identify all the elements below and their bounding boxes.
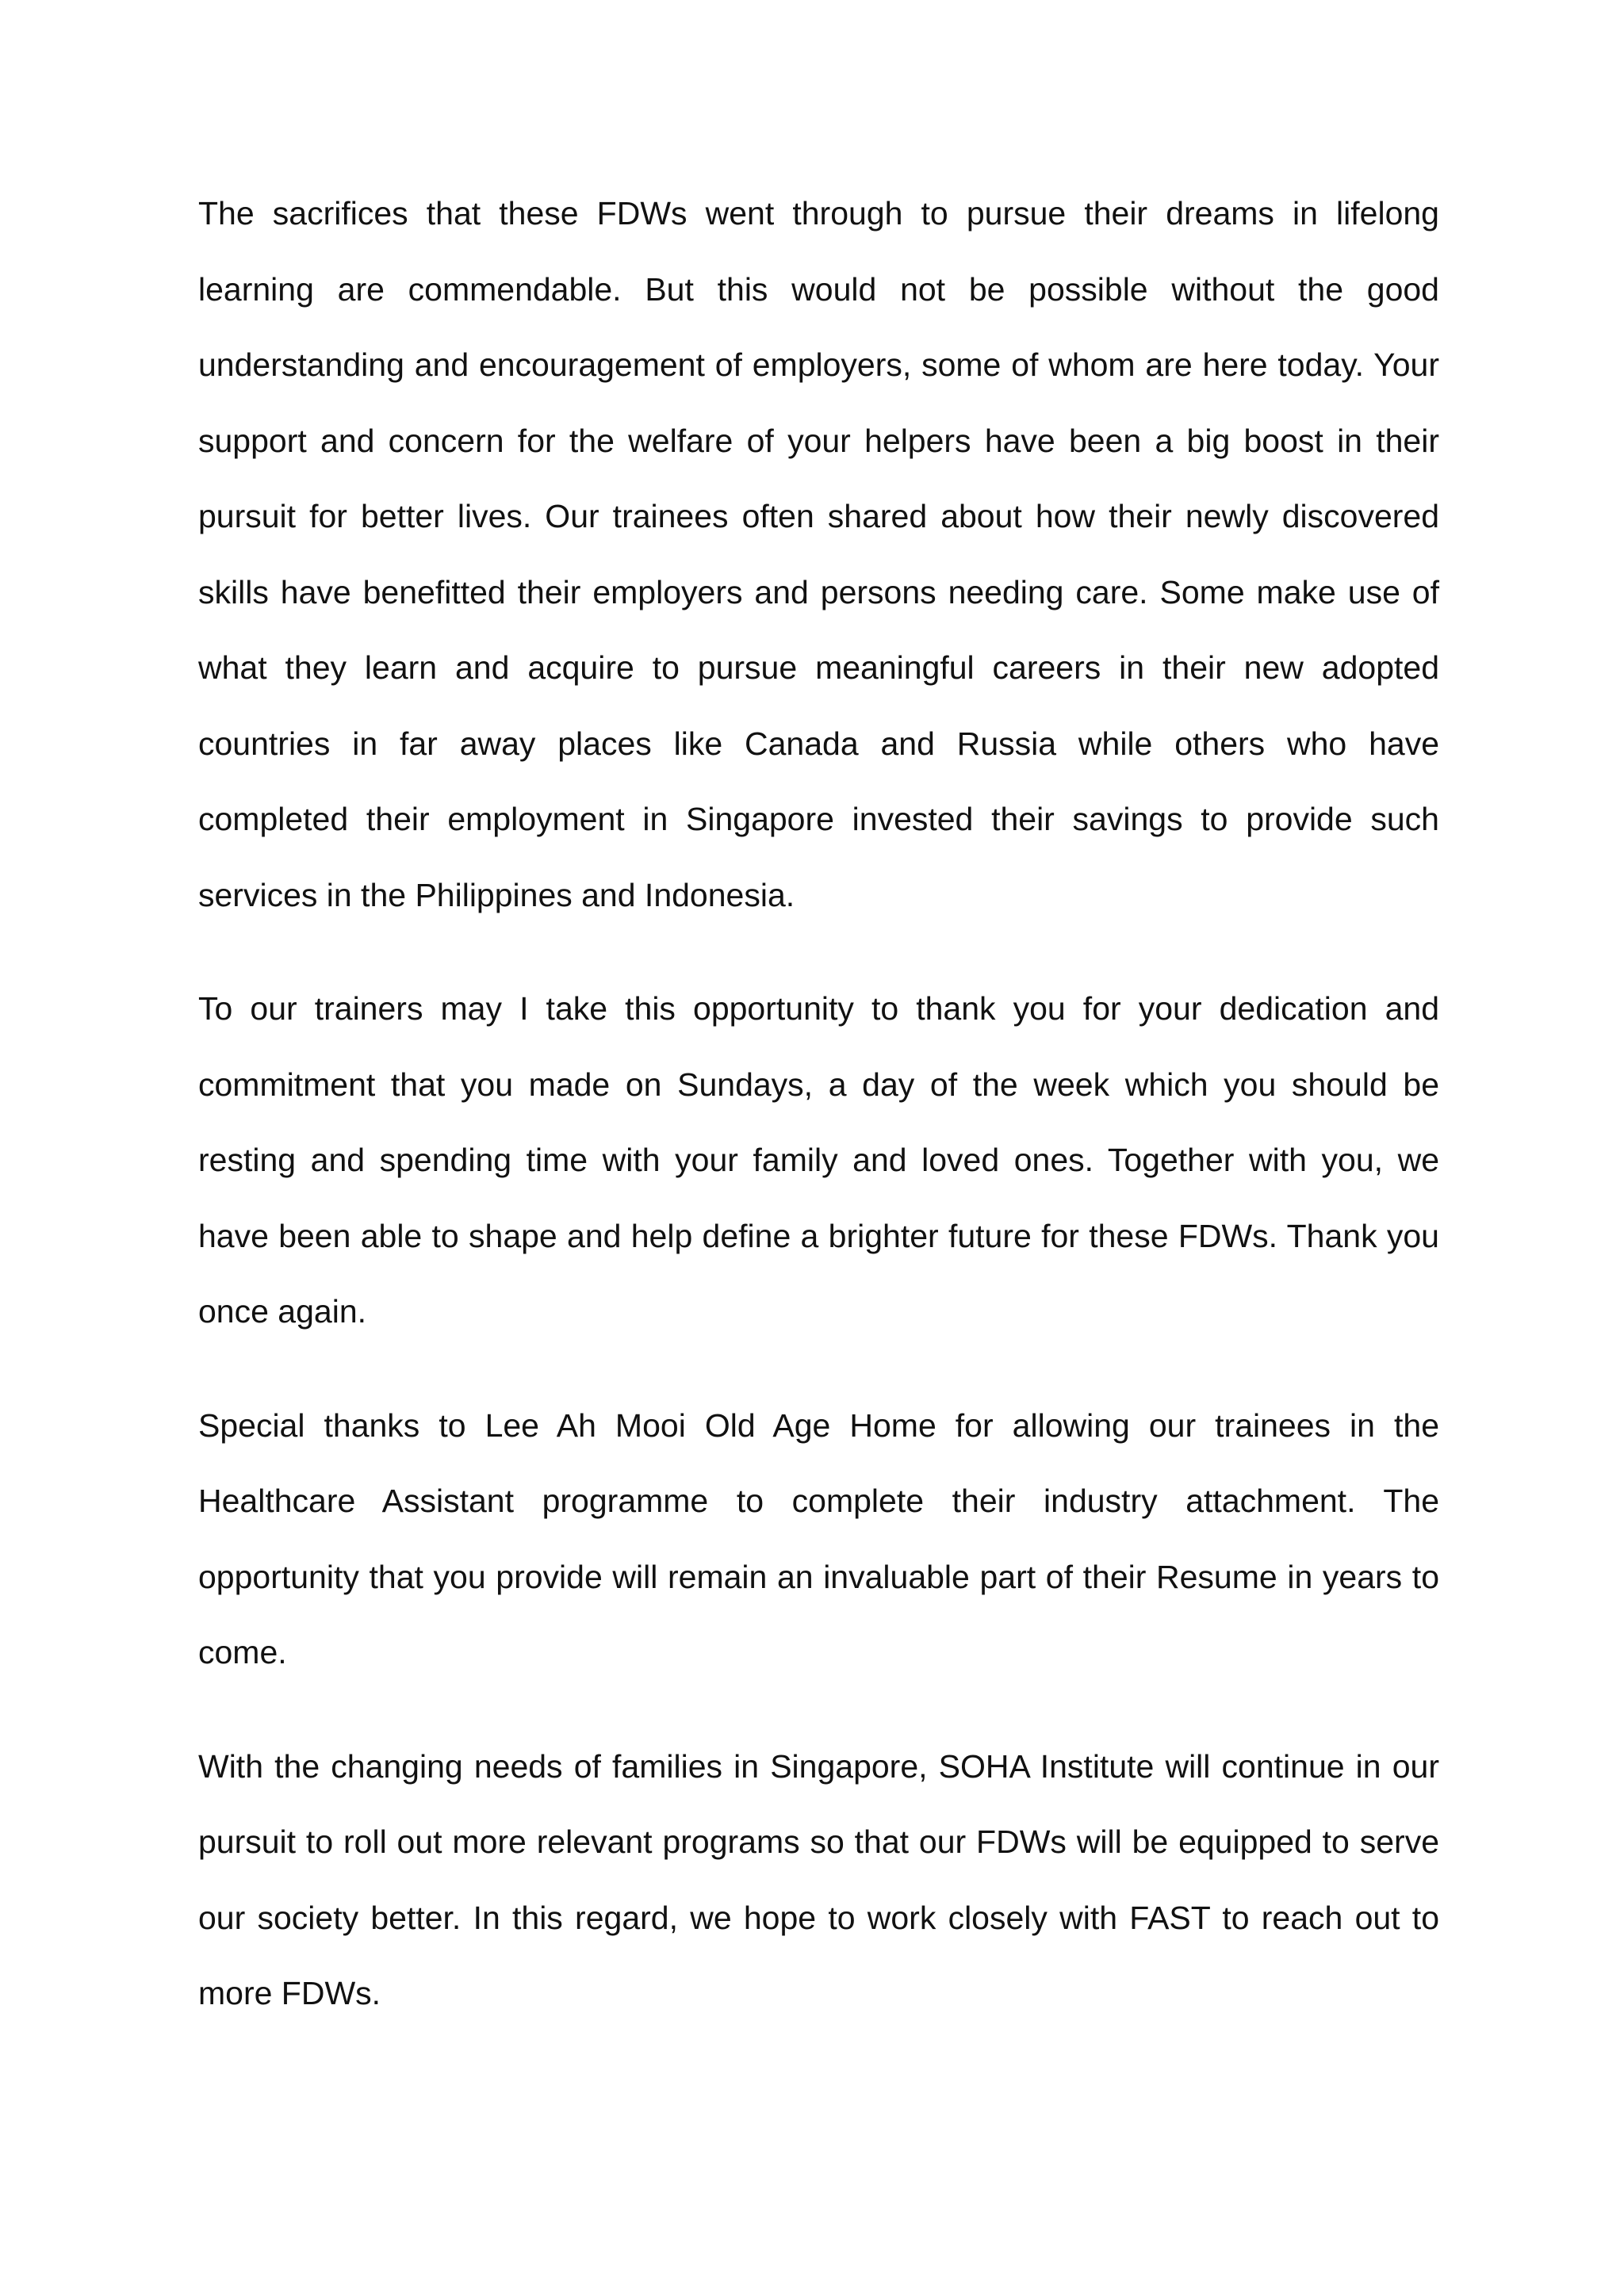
paragraph-special-thanks: Special thanks to Lee Ah Mooi Old Age Home for allowing our trainees in the Healthcare Assistant programme to complete their industry attachment. The opportunity that you provide will remain an invaluable part of their Resume in years to come.	[198, 1406, 1439, 1670]
body-text	[198, 176, 1439, 2032]
paragraph-future-programs: With the changing needs of families in Singapore, SOHA Institute will continue in our pursuit to roll out more relevant programs so that our FDWs will be equipped to serve our society better. In this regard, we hope to work closely with FAST to reach out to more FDWs.	[198, 1747, 1439, 2011]
paragraph-trainer-thanks: To our trainers may I take this opportunity to thank you for your dedication and commitment that you made on Sundays, a day of the week which you should be resting and spending time with your family and loved ones. Together with you, we have been able to shape and help define a brighter future for these FDWs. Thank you once again.	[198, 990, 1439, 1330]
paragraph-employer-support: The sacrifices that these FDWs went through to pursue their dreams in lifelong learning are commendable. But this would not be possible without the good understanding and encouragement of employers, some of whom are here today. Your support and concern for the welfare of your helpers have been a big boost in their pursuit for better lives. Our trainees often shared about how their newly discovered skills have benefitted their employers and persons needing care. Some make use of what they learn and acquire to pursue meaningful careers in their new adopted countries in far away places like Canada and Russia while others who have completed their employment in Singapore invested their savings to provide such services in the Philippines and Indonesia.	[198, 195, 1439, 913]
